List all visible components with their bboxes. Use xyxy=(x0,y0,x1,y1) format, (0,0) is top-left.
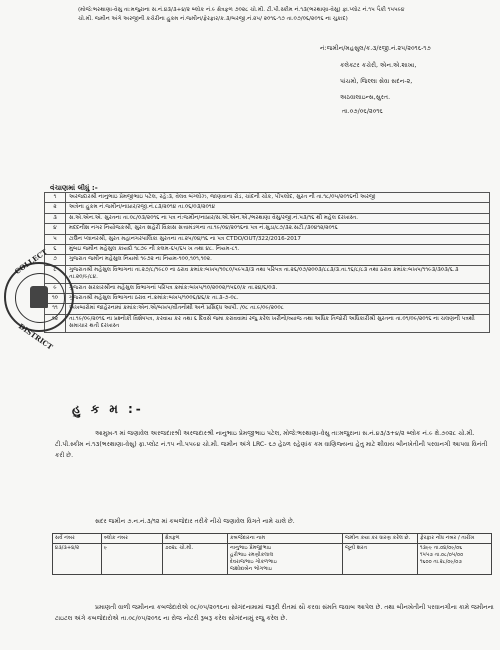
reference-text: ગુજરાત સરકારશ્રીના મહેસુલ વિભાગનાં પરિપત્ર ક્રમાંક:બખપ/૧૦/૨૦૦૨/૧૫૬૦/ક તા.૨૪/૬/૦૩. xyxy=(66,283,490,293)
holder-names xyxy=(228,544,343,575)
reference-number: ૨ xyxy=(45,203,66,213)
column-header: ફેરફાર નોંધ નંબર / તારીખ xyxy=(418,534,492,544)
reference-number: ૪ xyxy=(45,224,66,234)
office-name: કલેક્ટર કચેરી, એન.એ.શાખા, xyxy=(340,62,417,69)
reference-text: તા.૧૯/૦૯/૨૦૧૬ ના પ્રશ્નોકી વિશેષપત્ર, કરવાય કર તથા ૬ દિવસે જમા કરાવવામાં રજુ કરેલ ખરીનો/વ્યાજ તથા અધિક તિજોરી અધિકારીશ્રી સુરતના તા.૦૧/૦૯/૨૦૧૬ ના ચલણની પત્રથી સમાચાર થતી દરખાસ્ત xyxy=(66,314,490,332)
reference-row xyxy=(45,255,490,265)
order-paragraph-3: પ્રમાણતી વાળી જમીનના કબજેદારોએ ૦૮/૦૫/૨૦૧૬ના સોગંદનામામાં જરૂરી રીતમાં સૌ કરવા સંમતિ જવાબ આપેલ છે. તથા બીનખેતીની પરવાનગીના કામે જમીનના ટાઇટલ અંગે કબજેદારોએ તા.૦૮/૦૫/૨૦૧૬ ના રોજ નોટરી રૂબરૂ કરેલ સોગંદનામું રજુ કરેલ છે. xyxy=(55,604,494,622)
office-address: અઠવાલાઇન્સ,સુરત. xyxy=(340,94,391,101)
tenure-value: જૂની શરત xyxy=(343,544,418,575)
reference-text: ગુજરાતશ્રી મહેસુલ વિભાગના તા.૨૭/૮/૧૯૮૦ ના ઠરાવ ક્રમાંક:બખપ/૧૦૮૦/૫૯૫૩/૩ તથા પરિપત્ર તા.૨૬/૦૭/૨૦૦૩/૮૮૩/૩.તા.૧૬/૮/૮૩ તથા ઠરાવ ક્રમાંક:બખપ/૧૧૯૩/૩૦૩/૬.૩ તા.૨૦/૯/૮૪. xyxy=(66,265,490,283)
holder-name: નાનુભાઇ પ્રેમજીભાઇ xyxy=(230,545,272,551)
land-holders-table xyxy=(52,533,492,575)
reference-text: અત્રેના હુકમ નં.જમીન/નાપ્રાર/રજી.નં.૮૩/૨૦૧૪ તા.૦૬/૦૩/૨૦૧૪ xyxy=(66,203,490,213)
reference-text: અખબારોમાં જાહેરનામાં ક્રમાંક:એન.એ/બખપ/વીતનોથી અને પ્રસિદ્ધ આપી. /૦૮ તા.૯/૦૯/૨૦૦૮ xyxy=(66,304,490,314)
reference-text: મદદનીશ નગર નિયોજકશ્રી, સુરત શહેરી વિકાસ સત્તામંડળના તા.૧૯/૦૪/૨૦૧૬ના પત્ર નં.સુડા/૮૭/૩૨.સટી./૩૦૪૧૨/૨૦૧૬ xyxy=(66,224,490,234)
block-number: ૯ xyxy=(102,544,163,575)
office-date: તા.૦૭/૦૬/૨૦૧૬ xyxy=(342,108,383,115)
order-paragraph-1: આમુખ-૧ માં જણાવેલ અરજદારશ્રી અરજદારશ્રી નાનુભાઇ પ્રેમજીભાઇ પટેલ, મોજે:ભરથાણા-વેસુ તા:મજુરાના સ.નં.૪૩/૩+૪/૨ બ્લોક નં.૯ ક્ષે.૭૦૨૮ ચો.મી. ટી.પી.સ્કીમ નં.૧૩(ભરથાણા-વેસુ) ફા.પ્લોટ નં.૧૫ ની.પ૫૯૪ ચો.મી. જમીન અંગે LRC- ૬૭ હેઠળ રહેણાંક કમ વાણિજ્યના હેતુ માટે શીવાય બીનખેતીની પરવાનગી આપવા વિનંતી કરી છે. xyxy=(55,430,488,459)
reference-row xyxy=(45,294,490,304)
reference-row xyxy=(45,283,490,293)
mutation-entry: ૧૩૯૯ તા.૦૪/૦૯/૦૬ xyxy=(420,545,463,551)
reference-row xyxy=(45,224,490,234)
reference-text: ગુજરાત જમીન મહેસુલ નિયમો ૧૯૭૨ ના નિયમ-૧૦૦,૧૦૧,૧૦૨. xyxy=(66,255,490,265)
column-header: જમીન કયા કર ધારણ કરેલ છે. xyxy=(343,534,418,544)
column-header: બ્લોક નંબર xyxy=(102,534,163,544)
reference-row xyxy=(45,203,490,213)
reference-number: ૯ xyxy=(45,283,66,293)
reference-number: ૧૨ xyxy=(45,314,66,332)
mutation-entry: ૧૫૫૭ તા.૦૮/૦૫/૦૦ xyxy=(420,552,464,558)
reference-text: ટાઉન પ્લાનરશ્રી, સુરત મહાનગરપાલિકા સુરતના તા.૨૫/૦૪/૧૬ ના પત્ર CTDO/OUT/322/2016-2017 xyxy=(66,234,490,244)
seal-text-top: COLLECT xyxy=(12,247,49,276)
references-table xyxy=(44,192,490,333)
reference-row xyxy=(45,304,490,314)
reference-row xyxy=(45,265,490,283)
collector-seal xyxy=(4,262,74,332)
reference-number: ૧૦ xyxy=(45,294,66,304)
emblem-icon xyxy=(30,286,48,308)
table-row xyxy=(53,544,492,575)
reference-text: મુંબઇ જમીન મહેસુલ કાયદો ૧૮૭૯ ની કલમ-૬૫/૬૫ ખ તથા ૪૮. નિયમ-૮૧. xyxy=(66,245,490,255)
reference-number: ૮ xyxy=(45,265,66,283)
references-title: વંચાણમાં લીધું :- xyxy=(50,183,98,192)
holder-name: હરીભાઇ રમણીકલાલ xyxy=(230,552,274,558)
reference-text: અરજદારશ્રી નાનુભાઇ પ્રેમજીભાઇ પટેલ, રહે:૩, વેલવ બંગ્લોઝ, જાણવાના રોડ, ચાંદની ચોક, પીપલોદ, સુરત ની તા.૧૮/૦૫/૨૦૧૬ની અરજી xyxy=(66,193,490,203)
reference-row xyxy=(45,193,490,203)
reference-number: ૧ xyxy=(45,193,66,203)
reference-number: ૧૧ xyxy=(45,304,66,314)
area-value: ૭૦૨૮ ચો.મી. xyxy=(163,544,228,575)
reference-number: ૫ xyxy=(45,234,66,244)
order-paragraph-2: સદર જમીન ૭.ન.નં.૩/૧૨ માં કબજેદાર તરીકે નીચે જણાવેલ વિગતે નામે ચાલે છે. xyxy=(95,518,295,525)
column-header: કબજેદારના નામ xyxy=(228,534,343,544)
seal-text-bottom: DISTRICT xyxy=(16,321,55,352)
holder-name: જશોદાબેન ભોગભાઇ xyxy=(230,566,273,572)
office-reference-number: નં:જમીન/મહસુલ/ક.૩/રજી.નં.૨૫/૨૦૧૬-૧૭ xyxy=(320,45,431,52)
holder-name: દેવરાજભાઇ ગોકળભાઇ xyxy=(230,559,277,565)
reference-row xyxy=(45,234,490,244)
office-floor: પાંચમો, જિલ્લા સેવા સદન-૨, xyxy=(340,78,413,85)
header-subject-line-2: ચો.મી. જમીન અંગે અરજીની કચેરીના હુકમ નં.જમીન/ફેરફાર/ક.૩/બરજી.નં.૨૫/ ૨૦૧૬-૧૭ તા.૦૭/૦૬/૨૦૧૬ ના ચુકાદ) xyxy=(78,16,348,22)
reference-text: સ.એ.એન.એ. સુરતના તા.૦૮/૦૩/૨૦૧૬ ના પત્ર નં:જમીન/નાપ્રાર/સ.એ.એન.એ./ભરથાણા વેસુ/રજી.નં.૫૩/૧૬ થી મહેલ દરખાસ્ત. xyxy=(66,213,490,223)
reference-row xyxy=(45,213,490,223)
reference-row xyxy=(45,314,490,332)
survey-number: ૪૩/૩+૪/૨ xyxy=(53,544,102,575)
reference-text: ગુજરાતશ્રી મહેસુલ વિભાગના ઠરાવ નં.ક્રમાંક:બખપ/૧૦૦૬/૪૬/ક તા.૩-૭-૦૮. xyxy=(66,294,490,304)
reference-number: ૬ xyxy=(45,245,66,255)
reference-number: ૭ xyxy=(45,255,66,265)
header-subject-line-1: (મોજે:ભરથાણા-વેસુ તા:મજુરાના સ.નં.૪૩/૩+૪/૨ બ્લોક નં.૯ ક્ષેત્રફળ ૭૦૨૮ ચો.મી. ટી.પી.સ્કીમ નં.૧૩(ભરથાણા-વેસુ) ફા.પ્લોટ નં.૧૫ પૈકી ૧૫૫૯૪ xyxy=(78,7,405,13)
mutation-entries xyxy=(418,544,492,575)
column-header: ક્ષેત્રફળ xyxy=(163,534,228,544)
reference-row xyxy=(45,245,490,255)
order-heading: હુ ક મ :- xyxy=(72,402,144,416)
mutation-entry: ૧૬૦૦ તા.૨૮/૦૯/૦૭ xyxy=(420,559,463,565)
column-header: સર્વે નંબર xyxy=(53,534,102,544)
reference-number: ૩ xyxy=(45,213,66,223)
